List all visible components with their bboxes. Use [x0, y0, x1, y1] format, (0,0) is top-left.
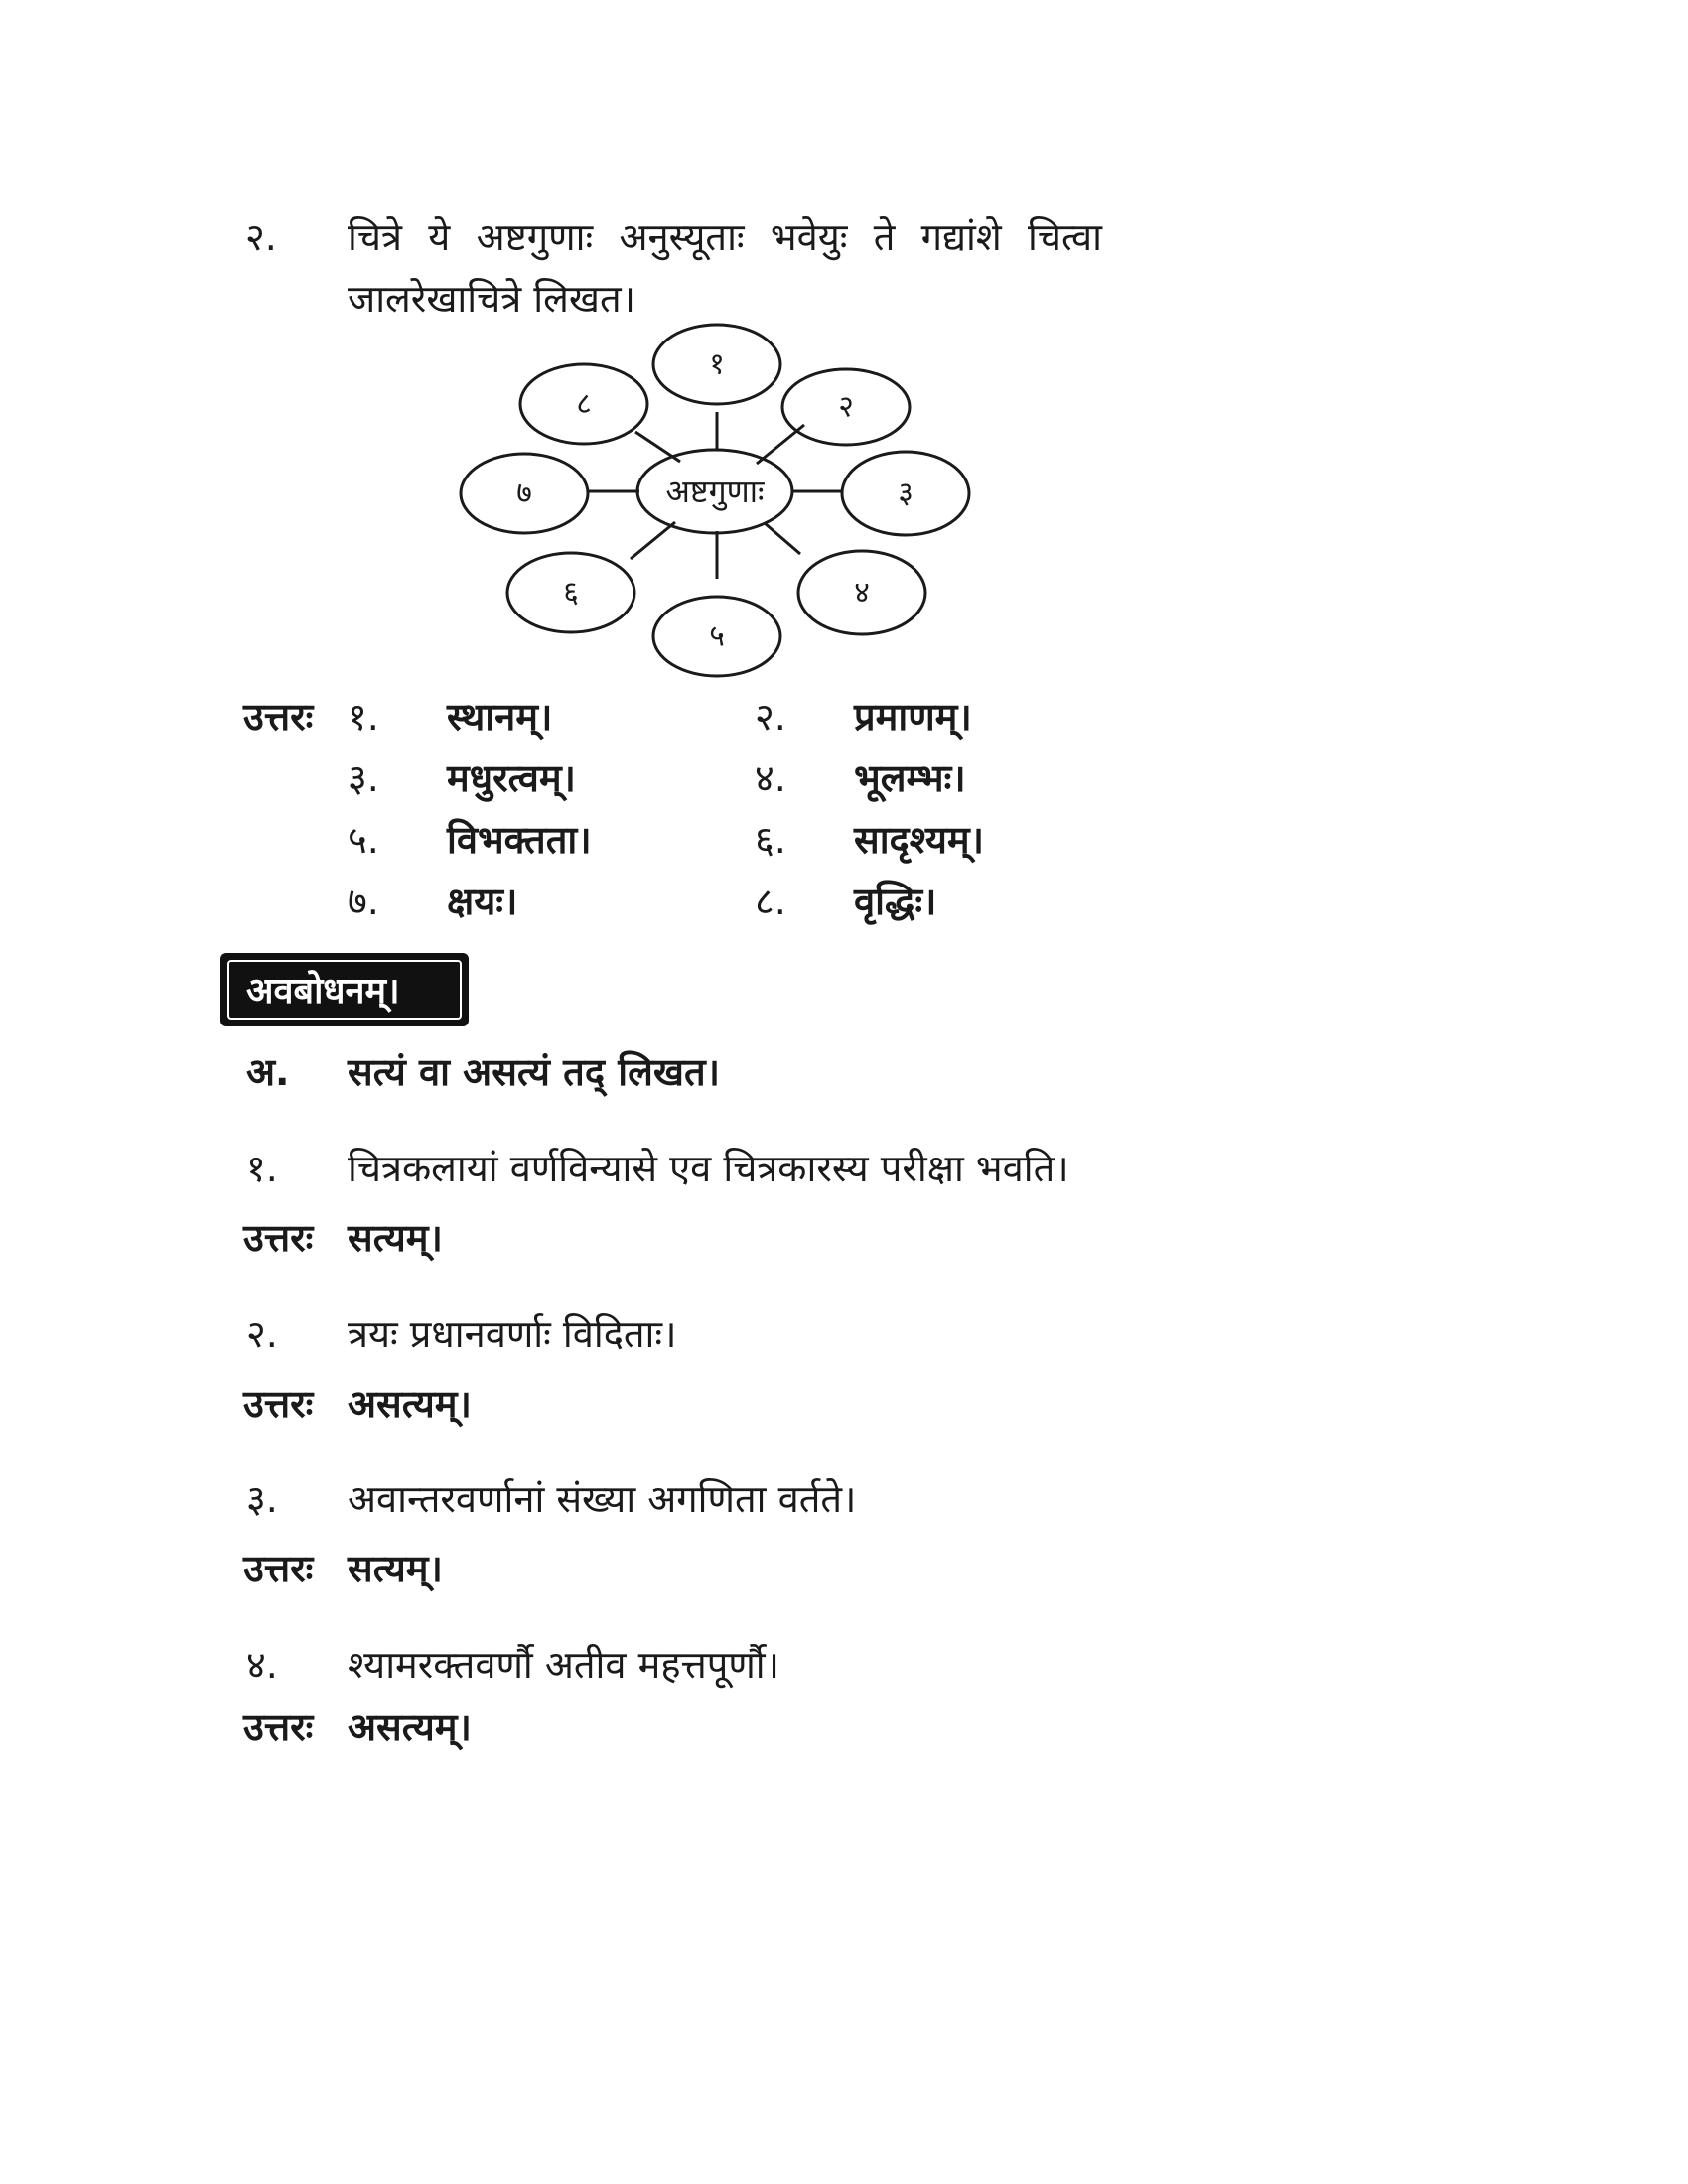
- section-heading: अवबोधनम्।: [246, 971, 400, 1012]
- statement-num-2: २.: [246, 1312, 278, 1356]
- answer-num-1: १.: [348, 695, 379, 739]
- question-text-line1: चित्रे ये अष्टगुणाः अनुस्यूताः भवेयुः ते गद्यांशे चित्वा: [348, 215, 1102, 259]
- answer-text-4: भूलम्भः।: [854, 756, 966, 800]
- answer-text-6: सादृश्यम्।: [854, 818, 985, 862]
- answer-num-7: ७.: [348, 880, 379, 923]
- node-label-8: ८: [576, 386, 592, 422]
- answer-text-8: वृद्धिः।: [854, 880, 937, 923]
- section-a-title: सत्यं वा असत्यं तद् लिखत।: [348, 1050, 721, 1094]
- answer-num-6: ६.: [755, 818, 786, 862]
- statement-answer-4: असत्यम्।: [348, 1706, 472, 1749]
- answer-label: उत्तरः: [243, 695, 314, 739]
- statement-num-1: १.: [246, 1147, 278, 1190]
- node-label-3: ३: [898, 476, 914, 511]
- node-label-1: १: [709, 346, 725, 382]
- node-label-4: ४: [854, 575, 870, 611]
- spoke-6: [631, 522, 675, 559]
- answer-text-7: क्षयः।: [447, 880, 518, 923]
- statement-text-3: अवान्तरवर्णानां संख्या अगणिता वर्तते।: [348, 1477, 857, 1521]
- answer-num-4: ४.: [755, 756, 786, 800]
- node-label-5: ५: [709, 618, 725, 654]
- answer-text-5: विभक्तता।: [447, 818, 592, 862]
- answer-num-3: ३.: [348, 756, 379, 800]
- node-label-7: ७: [516, 476, 532, 511]
- section-a-label: अ.: [246, 1050, 290, 1094]
- question-number: २.: [245, 215, 277, 259]
- answer-text-1: स्थानम्।: [447, 695, 553, 739]
- node-label-6: ६: [563, 575, 579, 611]
- center-label: अष्टगुणाः: [665, 473, 765, 510]
- statement-text-4: श्यामरक्तवर्णौ अतीव महत्तपूर्णौ।: [348, 1643, 780, 1687]
- answer-num-2: २.: [755, 695, 786, 739]
- statement-answer-label-1: उत्तरः: [243, 1216, 314, 1260]
- spoke-4: [765, 523, 800, 554]
- statement-answer-label-4: उत्तरः: [243, 1706, 314, 1749]
- statement-num-4: ४.: [246, 1643, 278, 1687]
- answer-num-8: ८.: [755, 880, 786, 923]
- question-text-line2: जालरेखाचित्रे लिखत।: [348, 277, 636, 321]
- section-heading-badge: [220, 953, 469, 1026]
- answer-text-3: मधुरत्वम्।: [447, 756, 576, 800]
- statement-text-1: चित्रकलायां वर्णविन्यासे एव चित्रकारस्य परीक्षा भवति।: [348, 1147, 1069, 1190]
- answer-text-2: प्रमाणम्।: [854, 695, 972, 739]
- answer-num-5: ५.: [348, 818, 379, 862]
- statement-answer-2: असत्यम्।: [348, 1382, 472, 1426]
- statement-text-2: त्रयः प्रधानवर्णाः विदिताः।: [348, 1312, 677, 1356]
- statement-answer-label-3: उत्तरः: [243, 1547, 314, 1590]
- statement-num-3: ३.: [246, 1477, 278, 1521]
- statement-answer-1: सत्यम्।: [348, 1216, 443, 1260]
- web-diagram: [437, 313, 993, 690]
- node-label-2: २: [838, 389, 854, 425]
- statement-answer-label-2: उत्तरः: [243, 1382, 314, 1426]
- statement-answer-3: सत्यम्।: [348, 1547, 443, 1590]
